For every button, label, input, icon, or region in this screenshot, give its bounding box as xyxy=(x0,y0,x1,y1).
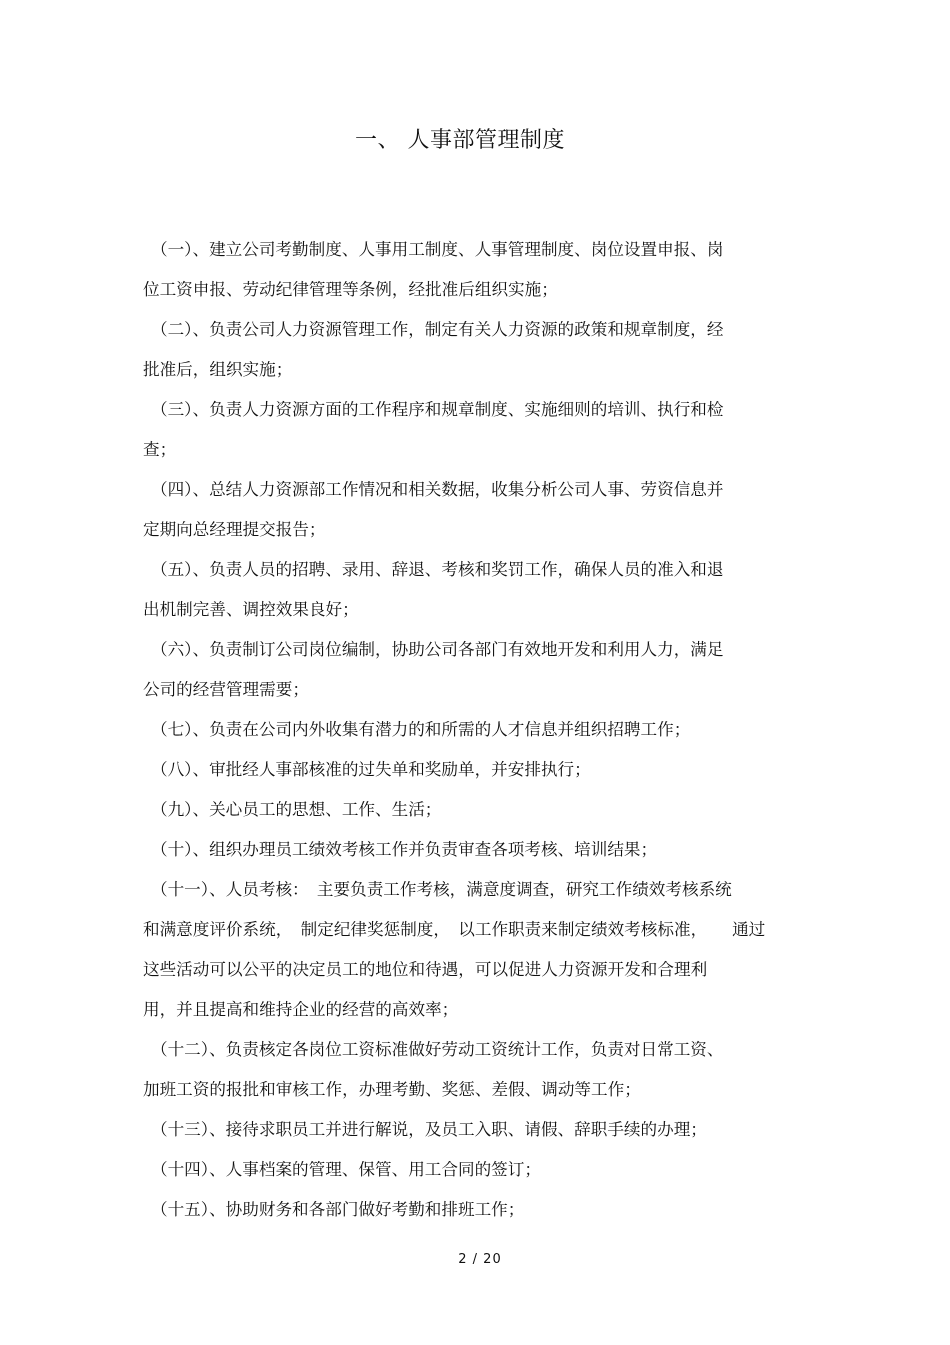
paragraph-line: （十四）、人事档案的管理、保管、用工合同的签订； xyxy=(151,1160,541,1179)
paragraph-line: （十二）、负责核定各岗位工资标准做好劳动工资统计工作，负责对日常工资、 xyxy=(151,1040,724,1059)
paragraph-line: （一）、建立公司考勤制度、人事用工制度、人事管理制度、岗位设置申报、岗 xyxy=(151,240,724,259)
paragraph-line: （九）、关心员工的思想、工作、生活； xyxy=(151,800,442,819)
paragraph-line: （二）、负责公司人力资源管理工作，制定有关人力资源的政策和规章制度，经 xyxy=(151,320,724,339)
paragraph-line: （十五）、协助财务和各部门做好考勤和排班工作； xyxy=(151,1200,525,1219)
paragraph-line: （八）、审批经人事部核准的过失单和奖励单，并安排执行； xyxy=(151,760,591,779)
paragraph-line: 用，并且提高和维持企业的经营的高效率； xyxy=(143,1000,459,1019)
paragraph-line: 和满意度评价系统， 制定纪律奖惩制度， 以工作职责来制定绩效考核标准， 通过 xyxy=(143,920,766,939)
paragraph-line: 这些活动可以公平的决定员工的地位和待遇，可以促进人力资源开发和合理利 xyxy=(143,960,708,979)
paragraph-line: 定期向总经理提交报告； xyxy=(143,520,326,539)
paragraph-line: 批准后，组织实施； xyxy=(143,360,293,379)
page-title: 一、 人事部管理制度 xyxy=(355,128,565,153)
paragraph-line: 出机制完善、调控效果良好； xyxy=(143,600,359,619)
paragraph-line: 查； xyxy=(143,440,177,459)
paragraph-line: （三）、负责人力资源方面的工作程序和规章制度、实施细则的培训、执行和检 xyxy=(151,400,724,419)
paragraph-line: 加班工资的报批和审核工作，办理考勤、奖惩、差假、调动等工作； xyxy=(143,1080,641,1099)
paragraph-line: （十三）、接待求职员工并进行解说，及员工入职、请假、辞职手续的办理； xyxy=(151,1120,707,1139)
paragraph-line: （四）、总结人力资源部工作情况和相关数据，收集分析公司人事、劳资信息并 xyxy=(151,480,724,499)
paragraph-line: （七）、负责在公司内外收集有潜力的和所需的人才信息并组织招聘工作； xyxy=(151,720,691,739)
paragraph-line: 位工资申报、劳动纪律管理等条例，经批准后组织实施； xyxy=(143,280,558,299)
paragraph-line: 公司的经营管理需要； xyxy=(143,680,309,699)
page-number: 2 / 20 xyxy=(458,1252,502,1267)
paragraph-line: （五）、负责人员的招聘、录用、辞退、考核和奖罚工作，确保人员的准入和退 xyxy=(151,560,724,579)
paragraph-line: （六）、负责制订公司岗位编制，协助公司各部门有效地开发和利用人力，满足 xyxy=(151,640,724,659)
paragraph-line: （十）、组织办理员工绩效考核工作并负责审查各项考核、培训结果； xyxy=(151,840,658,859)
body-text xyxy=(143,230,823,1230)
paragraph-line: （十一）、人员考核： 主要负责工作考核，满意度调查，研究工作绩效考核系统 xyxy=(151,880,732,899)
